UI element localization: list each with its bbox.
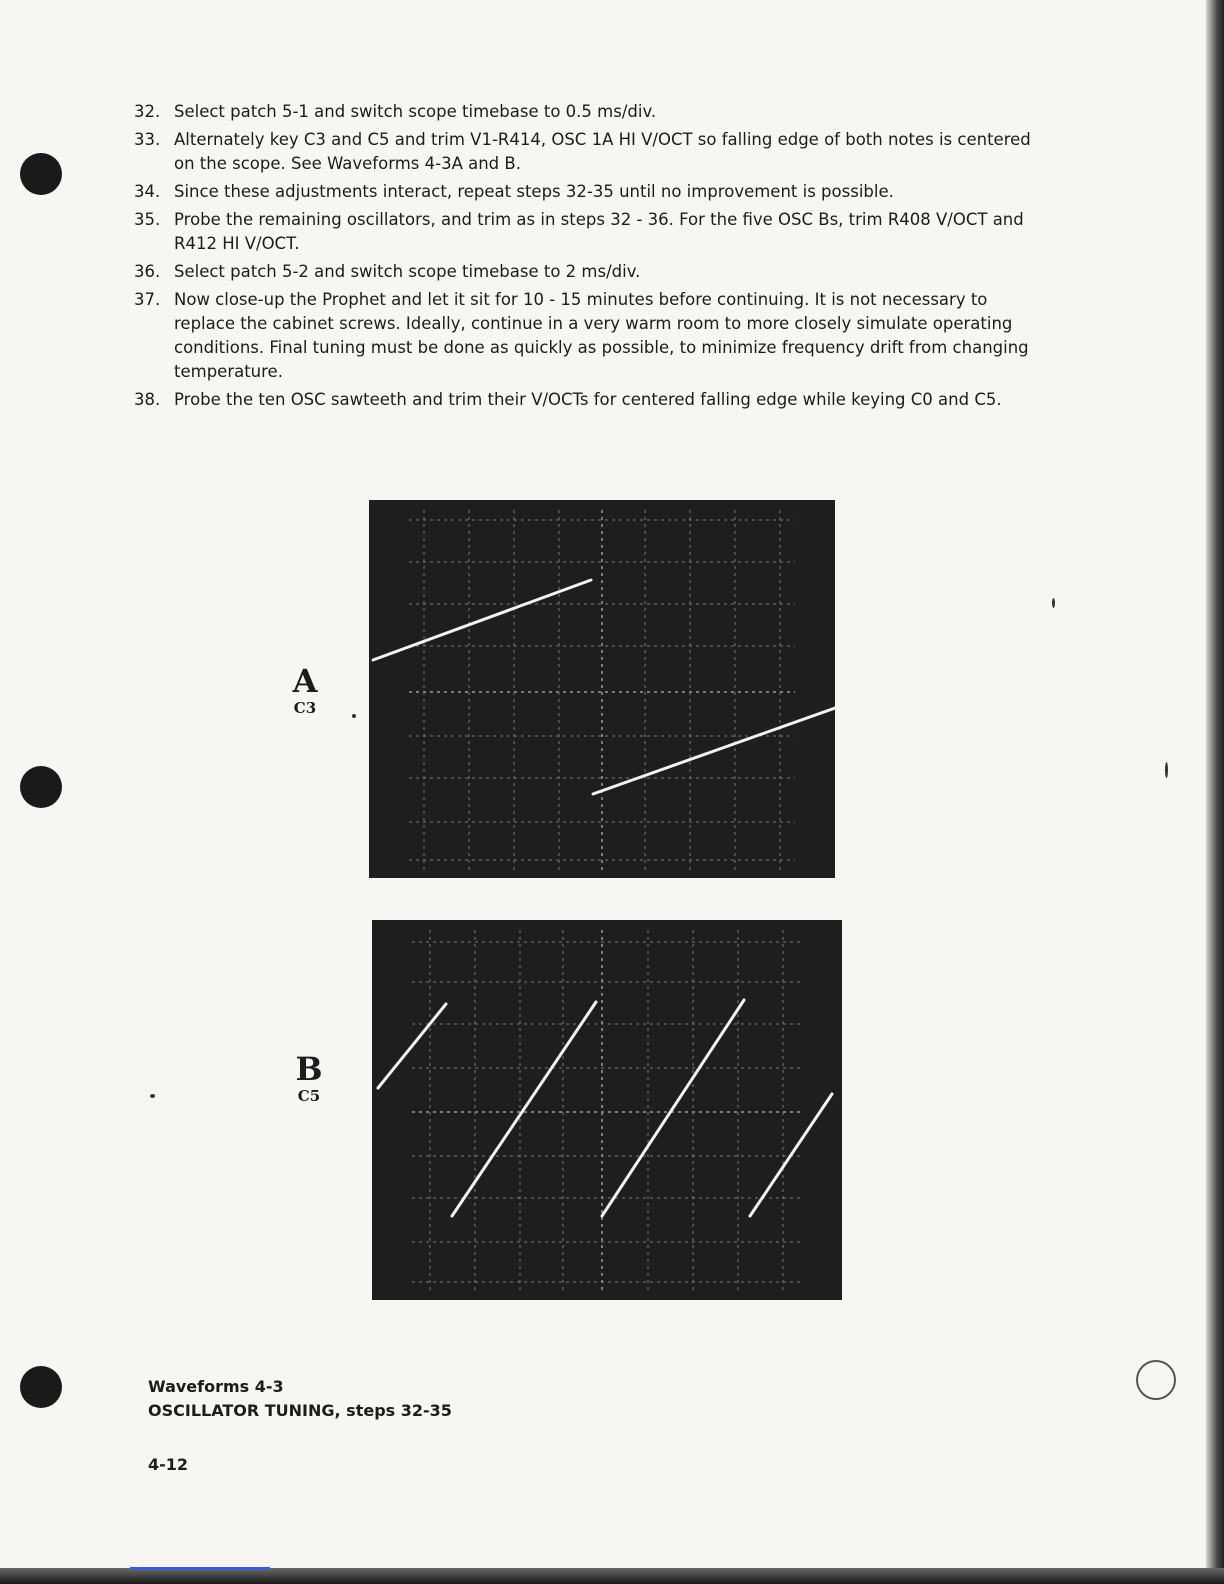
- scan-edge-blue-mark: [130, 1567, 270, 1570]
- scope-screen-a: [369, 500, 835, 878]
- step-text: Select patch 5-1 and switch scope timebase to 0.5 ms/div.: [174, 102, 657, 121]
- figure-caption: [148, 1375, 452, 1423]
- step-number: 33.: [134, 130, 161, 149]
- step-number: 32.: [134, 102, 161, 121]
- binder-ring-mark: [1136, 1360, 1176, 1400]
- figure-a-label: [280, 664, 330, 718]
- step-36: [134, 260, 1034, 284]
- figure-b-label: [284, 1052, 334, 1106]
- step-33: [134, 128, 1034, 176]
- step-text: Since these adjustments interact, repeat steps 32-35 until no improvement is possible.: [174, 182, 894, 201]
- binder-hole-top: [20, 153, 62, 195]
- step-text: Alternately key C3 and C5 and trim V1-R414, OSC 1A HI V/OCT so falling edge of both notes is centered on the scope. See Waveforms 4-3A and B.: [174, 130, 1031, 173]
- page-number: 4-12: [148, 1455, 189, 1474]
- scan-speck: [1165, 762, 1168, 778]
- scope-screen-b: [372, 920, 842, 1300]
- step-38: [134, 388, 1034, 412]
- step-35: [134, 208, 1034, 256]
- scan-edge-bottom: [0, 1568, 1224, 1584]
- step-text: Select patch 5-2 and switch scope timebase to 2 ms/div.: [174, 262, 641, 281]
- scan-speck: [150, 1094, 155, 1098]
- step-text: Now close-up the Prophet and let it sit for 10 - 15 minutes before continuing. It is not necessary to replace the cabinet screws. Ideally, continue in a very warm room to more closely simulate operating conditions. Final tuning must be done as quickly as possible, to minimize frequency drift from changing temperature.: [174, 290, 1029, 381]
- step-number: 36.: [134, 262, 161, 281]
- step-37: [134, 288, 1034, 384]
- graticule-grid: [412, 930, 802, 1292]
- step-32: [134, 100, 1034, 124]
- step-number: 37.: [134, 290, 161, 309]
- scope-b-svg: [372, 920, 842, 1300]
- figure-b-letter: B: [295, 1050, 323, 1088]
- sawtooth-trace-b: [378, 1000, 832, 1216]
- procedure-steps: [134, 100, 1034, 416]
- binder-hole-middle: [20, 766, 62, 808]
- graticule-grid: [409, 510, 795, 870]
- step-text: Probe the ten OSC sawteeth and trim their V/OCTs for centered falling edge while keying C0 and C5.: [174, 390, 1002, 409]
- step-text: Probe the remaining oscillators, and trim as in steps 32 - 36. For the five OSC Bs, trim R408 V/OCT and R412 HI V/OCT.: [174, 210, 1024, 253]
- scan-edge-right: [1206, 0, 1224, 1584]
- caption-title: Waveforms 4-3: [148, 1377, 284, 1396]
- figure-a-note: C3: [293, 699, 317, 717]
- figure-a-letter: A: [292, 662, 318, 700]
- scan-speck: [352, 714, 356, 718]
- caption-subtitle: OSCILLATOR TUNING, steps 32-35: [148, 1401, 452, 1420]
- step-number: 38.: [134, 390, 161, 409]
- binder-hole-bottom: [20, 1366, 62, 1408]
- step-number: 34.: [134, 182, 161, 201]
- step-number: 35.: [134, 210, 161, 229]
- sawtooth-trace-a: [373, 580, 835, 794]
- step-34: [134, 180, 1034, 204]
- scope-a-svg: [369, 500, 835, 878]
- scan-speck: [1052, 598, 1055, 608]
- figure-b-note: C5: [297, 1087, 321, 1105]
